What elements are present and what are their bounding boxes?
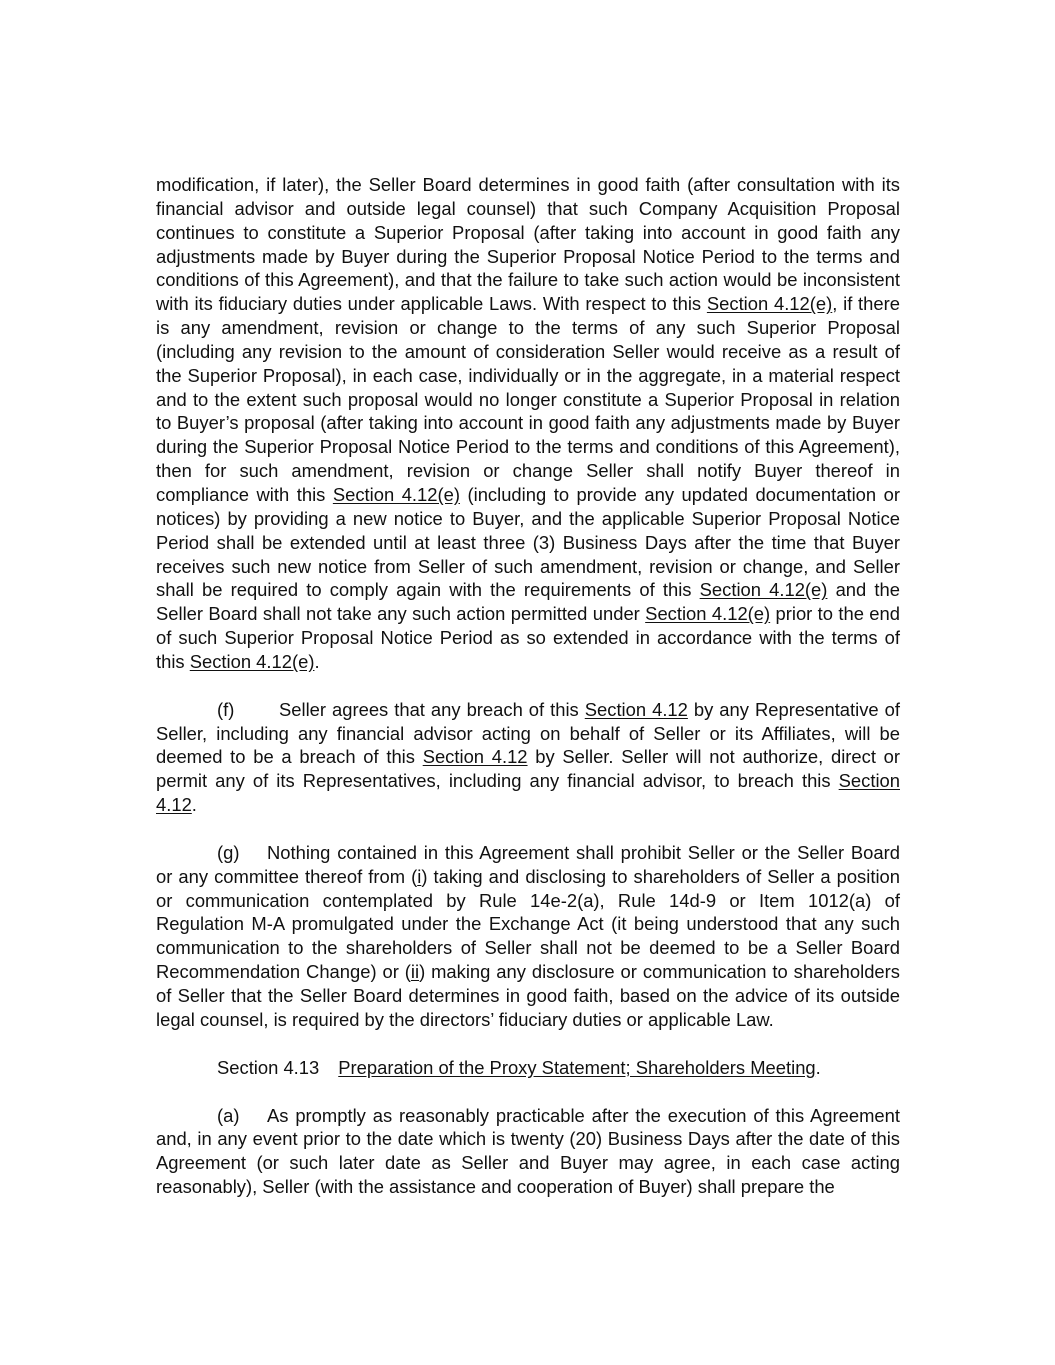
- section-reference: Section 4.12: [584, 698, 688, 720]
- document-page: [156, 173, 900, 1223]
- text: Nothing contained in this Agreement shall prohibit Seller or the Seller Board or any committee thereof from (: [156, 841, 900, 887]
- item-marker: ii: [410, 961, 420, 983]
- text: (including to provide any updated documentation or notices) by providing a new notice to Buyer, and the applicable Superior Proposal Notice Period shall be extended until at least three (3) Business Days after the time that Buyer receives such new notice from Seller of such amendment, revision or change, and Seller shall be required to comply again with the requirements of this: [156, 483, 900, 601]
- section-reference: Section 4.12(e): [706, 293, 833, 315]
- clause-label: (f): [217, 698, 235, 720]
- text: , if there is any amendment, revision or change to the terms of any such Superior Proposal (including any revision to the amount of consideration Seller would receive as a result of the Superior Proposal), in each case, individually or in the aggregate, in a material respect and to the extent such proposal would no longer constitute a Superior Proposal in relation to Buyer’s proposal (after taking into account in good faith any adjustments made by Buyer during the Superior Proposal Notice Period to the terms and conditions of this Agreement), then for such amendment, revision or change Seller shall notify Buyer thereof in compliance with this: [156, 293, 900, 505]
- text: As promptly as reasonably practicable after the execution of this Agreement and, in any event prior to the date which is twenty (20) Business Days after the date of this Agreement (or such later date as Seller and Buyer may agree, in each case acting reasonably), Seller (with the assistance and cooperation of Buyer) shall prepare the: [156, 1104, 900, 1198]
- paragraph-g: [156, 841, 900, 1032]
- text: .: [815, 1056, 821, 1078]
- clause-label: (a): [217, 1104, 240, 1126]
- text: modification, if later), the Seller Board determines in good faith (after consultation with its financial advisor and outside legal counsel) that such Company Acquisition Proposal continues to constitute a Superior Proposal (after taking into account in good faith any adjustments made by Buyer during the Superior Proposal Notice Period to the terms and conditions of this Agreement), and that the failure to take such action would be inconsistent with its fiduciary duties under applicable Laws. With respect to this: [156, 174, 900, 315]
- section-reference: Section 4.12: [156, 770, 900, 816]
- text: by any Representative of Seller, including any financial advisor acting on behalf of Seller or its Affiliates, will be deemed to be a breach of this: [156, 698, 900, 768]
- text: Seller agrees that any breach of this: [279, 698, 585, 720]
- text: .: [191, 794, 197, 816]
- section-reference: Section 4.12: [422, 746, 528, 768]
- section-title: Preparation of the Proxy Statement; Shareholders Meeting: [338, 1056, 816, 1078]
- section-reference: Section 4.12(e): [332, 483, 460, 505]
- paragraph-a: [156, 1104, 900, 1199]
- section-reference: Section 4.12(e): [645, 603, 771, 625]
- text: .: [314, 650, 320, 672]
- text: prior to the end of such Superior Proposal Notice Period as so extended in accordance with the terms of this: [156, 603, 900, 672]
- text: ) making any disclosure or communication to shareholders of Seller that the Seller Board determines in good faith, based on the advice of its outside legal counsel, is required by the directors’ fiduciary duties or applicable Law.: [156, 961, 900, 1030]
- text: by Seller. Seller will not authorize, direct or permit any of its Representatives, including any financial advisor, to breach this: [156, 746, 901, 792]
- clause-label: (g): [217, 841, 240, 863]
- section-reference: Section 4.12(e): [189, 650, 315, 672]
- section-number: Section 4.13: [217, 1056, 320, 1078]
- text: and the Seller Board shall not take any such action permitted under: [156, 579, 900, 625]
- paragraph-continuation: [156, 173, 900, 674]
- text: ) taking and disclosing to shareholders of Seller a position or communication contemplated by Rule 14e-2(a), Rule 14d-9 or Item 1012(a) of Regulation M-A promulgated under the Exchange Act (it being understood that any such communication to the shareholders of Seller shall not be deemed to be a Seller Board Recommendation Change) or (: [156, 865, 900, 983]
- item-marker: i: [417, 865, 422, 887]
- section-heading: [156, 1056, 900, 1080]
- paragraph-f: [156, 698, 900, 817]
- section-reference: Section 4.12(e): [699, 579, 828, 601]
